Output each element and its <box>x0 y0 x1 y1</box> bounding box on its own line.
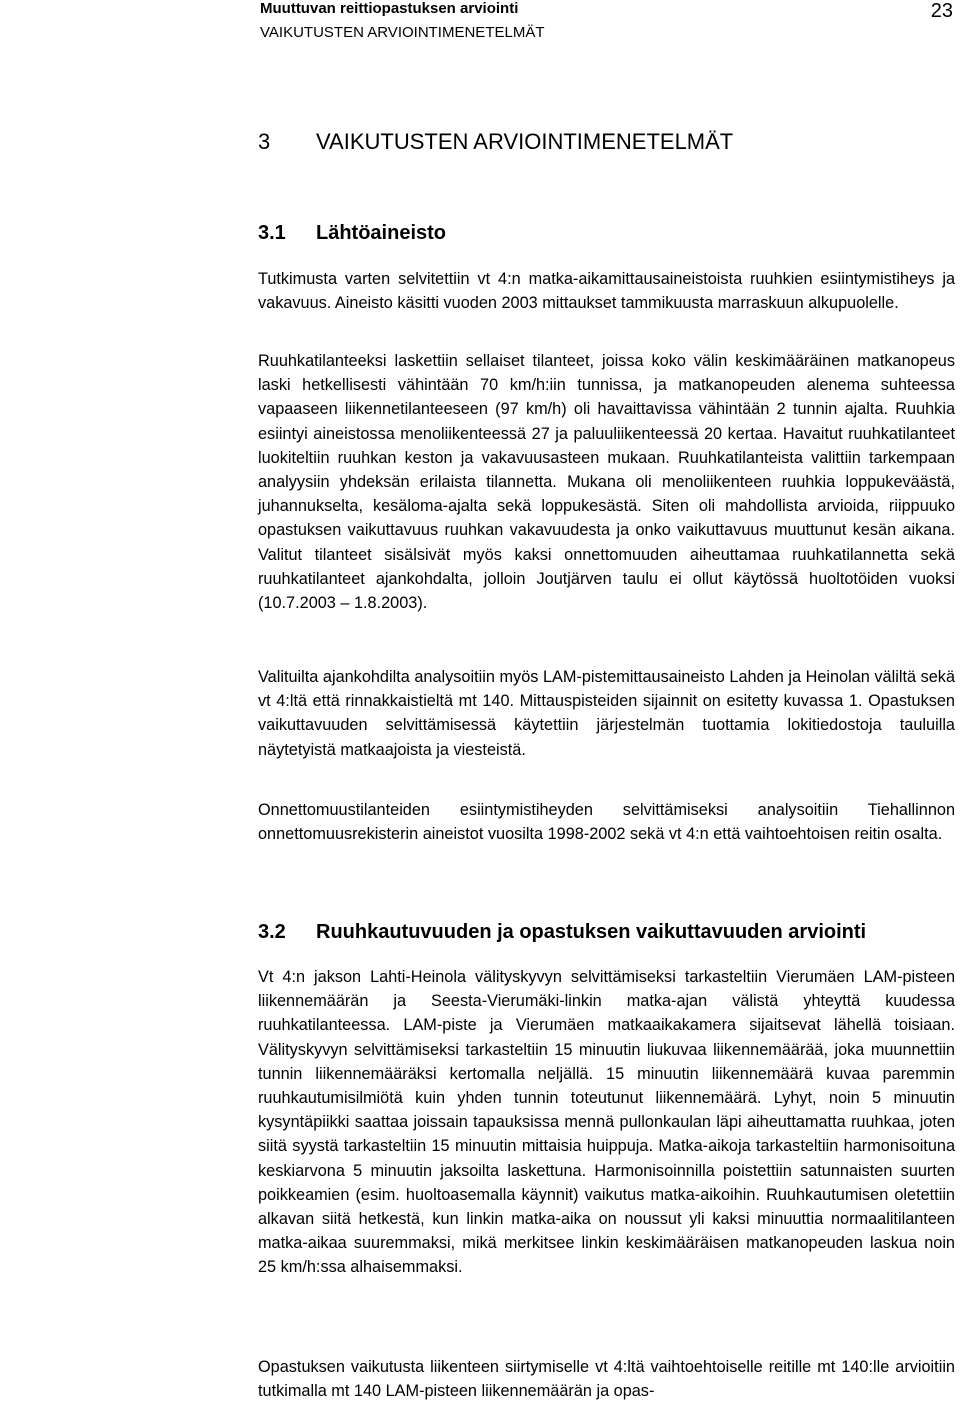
body-paragraph: Tutkimusta varten selvitettiin vt 4:n matka-aikamittausaineistoista ruuhkien esiintymistiheys ja vakavuus. Aineisto käsitti vuoden 2003 mittaukset tammikuusta marraskuun alkupuolelle. <box>258 270 955 313</box>
section-title: Ruuhkautuvuuden ja opastuksen vaikuttavuuden arviointi <box>316 921 867 943</box>
body-paragraph: Valituilta ajankohdilta analysoitiin myös LAM-pistemittausaineisto Lahden ja Heinolan väliltä sekä vt 4:ltä että rinnakkaistieltä mt 140. Mittauspisteiden sijainnit on esitetty kuvassa 1. Opastuksen vaikuttavuuden selvittämisessä käytettiin järjestelmän tuottamia lokitiedostoja tauluilla näytetyistä matkaajoista ja viesteistä. <box>258 668 955 759</box>
body-paragraph: Ruuhkatilanteeksi laskettiin sellaiset tilanteet, joissa koko välin keskimääräinen matkanopeus laski hetkellisesti vähintään 70 km/h:iin tunnissa, ja matkanopeuden alenema suhteessa vapaaseen liikennetilanteeseen (97 km/h) oli havaittavissa vähintään 2 tunnin ajalta. Ruuhkia esiintyi aineistossa menoliikenteessä 27 ja paluuliikenteessä 20 kertaa. Havaitut ruuhkatilanteet luokiteltiin ruuhkan keston ja vakavuusasteen mukaan. Ruuhkatilanteista valittiin tarkempaan analyysiin yhdeksän erilaista tilannetta. Mukana oli menoliikenteen ruuhkia loppukeväästä, juhannukselta, kesäloma-ajalta sekä loppukesästä. Siten oli mahdollista arvioida, riippuuko opastuksen vaikuttavuus ruuhkan vakavuudesta ja onko vaikuttavuus muuttunut kesän aikana. Valitut tilanteet sisälsivät myös kaksi onnettomuuden aiheuttamaa ruuhkatilannetta sekä ruuhkatilanteet ajankohdalta, jolloin Joutjärven taulu ei ollut käytössä huoltotöiden vuoksi (10.7.2003 – 1.8.2003). <box>258 352 955 613</box>
section-heading-3-1 <box>258 221 446 245</box>
body-paragraph: Opastuksen vaikutusta liikenteen siirtymiselle vt 4:ltä vaihtoehtoiselle reitille mt 140:lle arvioitiin tutkimalla mt 140 LAM-pisteen liikennemäärän ja opas- <box>258 1358 955 1401</box>
section-title: Lähtöaineisto <box>316 222 447 244</box>
section-number: 3.1 <box>258 222 286 244</box>
body-paragraph: Vt 4:n jakson Lahti-Heinola välityskyvyn selvittämiseksi tarkasteltiin Vierumäen LAM-pisteen liikennemäärän ja Seesta-Vierumäki-linkin matka-ajan välistä yhteyttä kuudessa ruuhkatilanteessa. LAM-piste ja Vierumäen matkaaikakamera sijaitsevat lähellä toisiaan. Välityskyvyn selvittämiseksi tarkasteltiin 15 minuutin liukuvaa liikennemäärää, joka muunnettiin tunnin liikennemääräksi kertomalla neljällä. 15 minuutin liikennemäärä kuvaa paremmin ruuhkautumisilmiötä kuin yhden tunnin toteutunut liikennemäärä. Lyhyt, noin 5 minuutin kysyntäpiikki saattaa joissain tapauksissa mennä pullonkaulan läpi aiheuttamatta ruuhkaa, joten siitä syystä tarkasteltiin 15 minuutin mittaisia huippuja. Matka-aikoja tarkasteltiin harmonisoituna keskiarvona 5 minuutin jaksoilta laskettuna. Harmonisoinnilla poistettiin satunnaisten suurten poikkeamien (esim. huoltoasemalla käynnit) vaikutus matka-aikoihin. Ruuhkautumisen oletettiin alkavan siitä hetkestä, kun linkin matka-aika on noussut yli kaksi minuuttia normaalitilanteen matka-aikaa suuremmaksi, mikä merkitsee linkin keskimääräisen matkanopeuden laskua noin 25 km/h:ssa alhaisemmaksi. <box>258 968 955 1277</box>
chapter-number: 3 <box>258 129 271 154</box>
page-header <box>260 0 955 48</box>
header-document-title: Muuttuvan reittiopastuksen arviointi <box>260 0 519 17</box>
body-paragraph: Onnettomuustilanteiden esiintymistiheyden selvittämiseksi analysoitiin Tiehallinnon onnettomuusrekisterin aineistot vuosilta 1998-2002 sekä vt 4:n että vaihtoehtoisen reitin osalta. <box>258 801 955 844</box>
chapter-heading <box>258 129 733 155</box>
header-chapter-name: VAIKUTUSTEN ARVIOINTIMENETELMÄT <box>260 24 545 41</box>
section-heading-3-2 <box>258 920 866 944</box>
chapter-title: VAIKUTUSTEN ARVIOINTIMENETELMÄT <box>316 129 734 154</box>
section-number: 3.2 <box>258 921 286 943</box>
page-number: 23 <box>930 0 953 22</box>
